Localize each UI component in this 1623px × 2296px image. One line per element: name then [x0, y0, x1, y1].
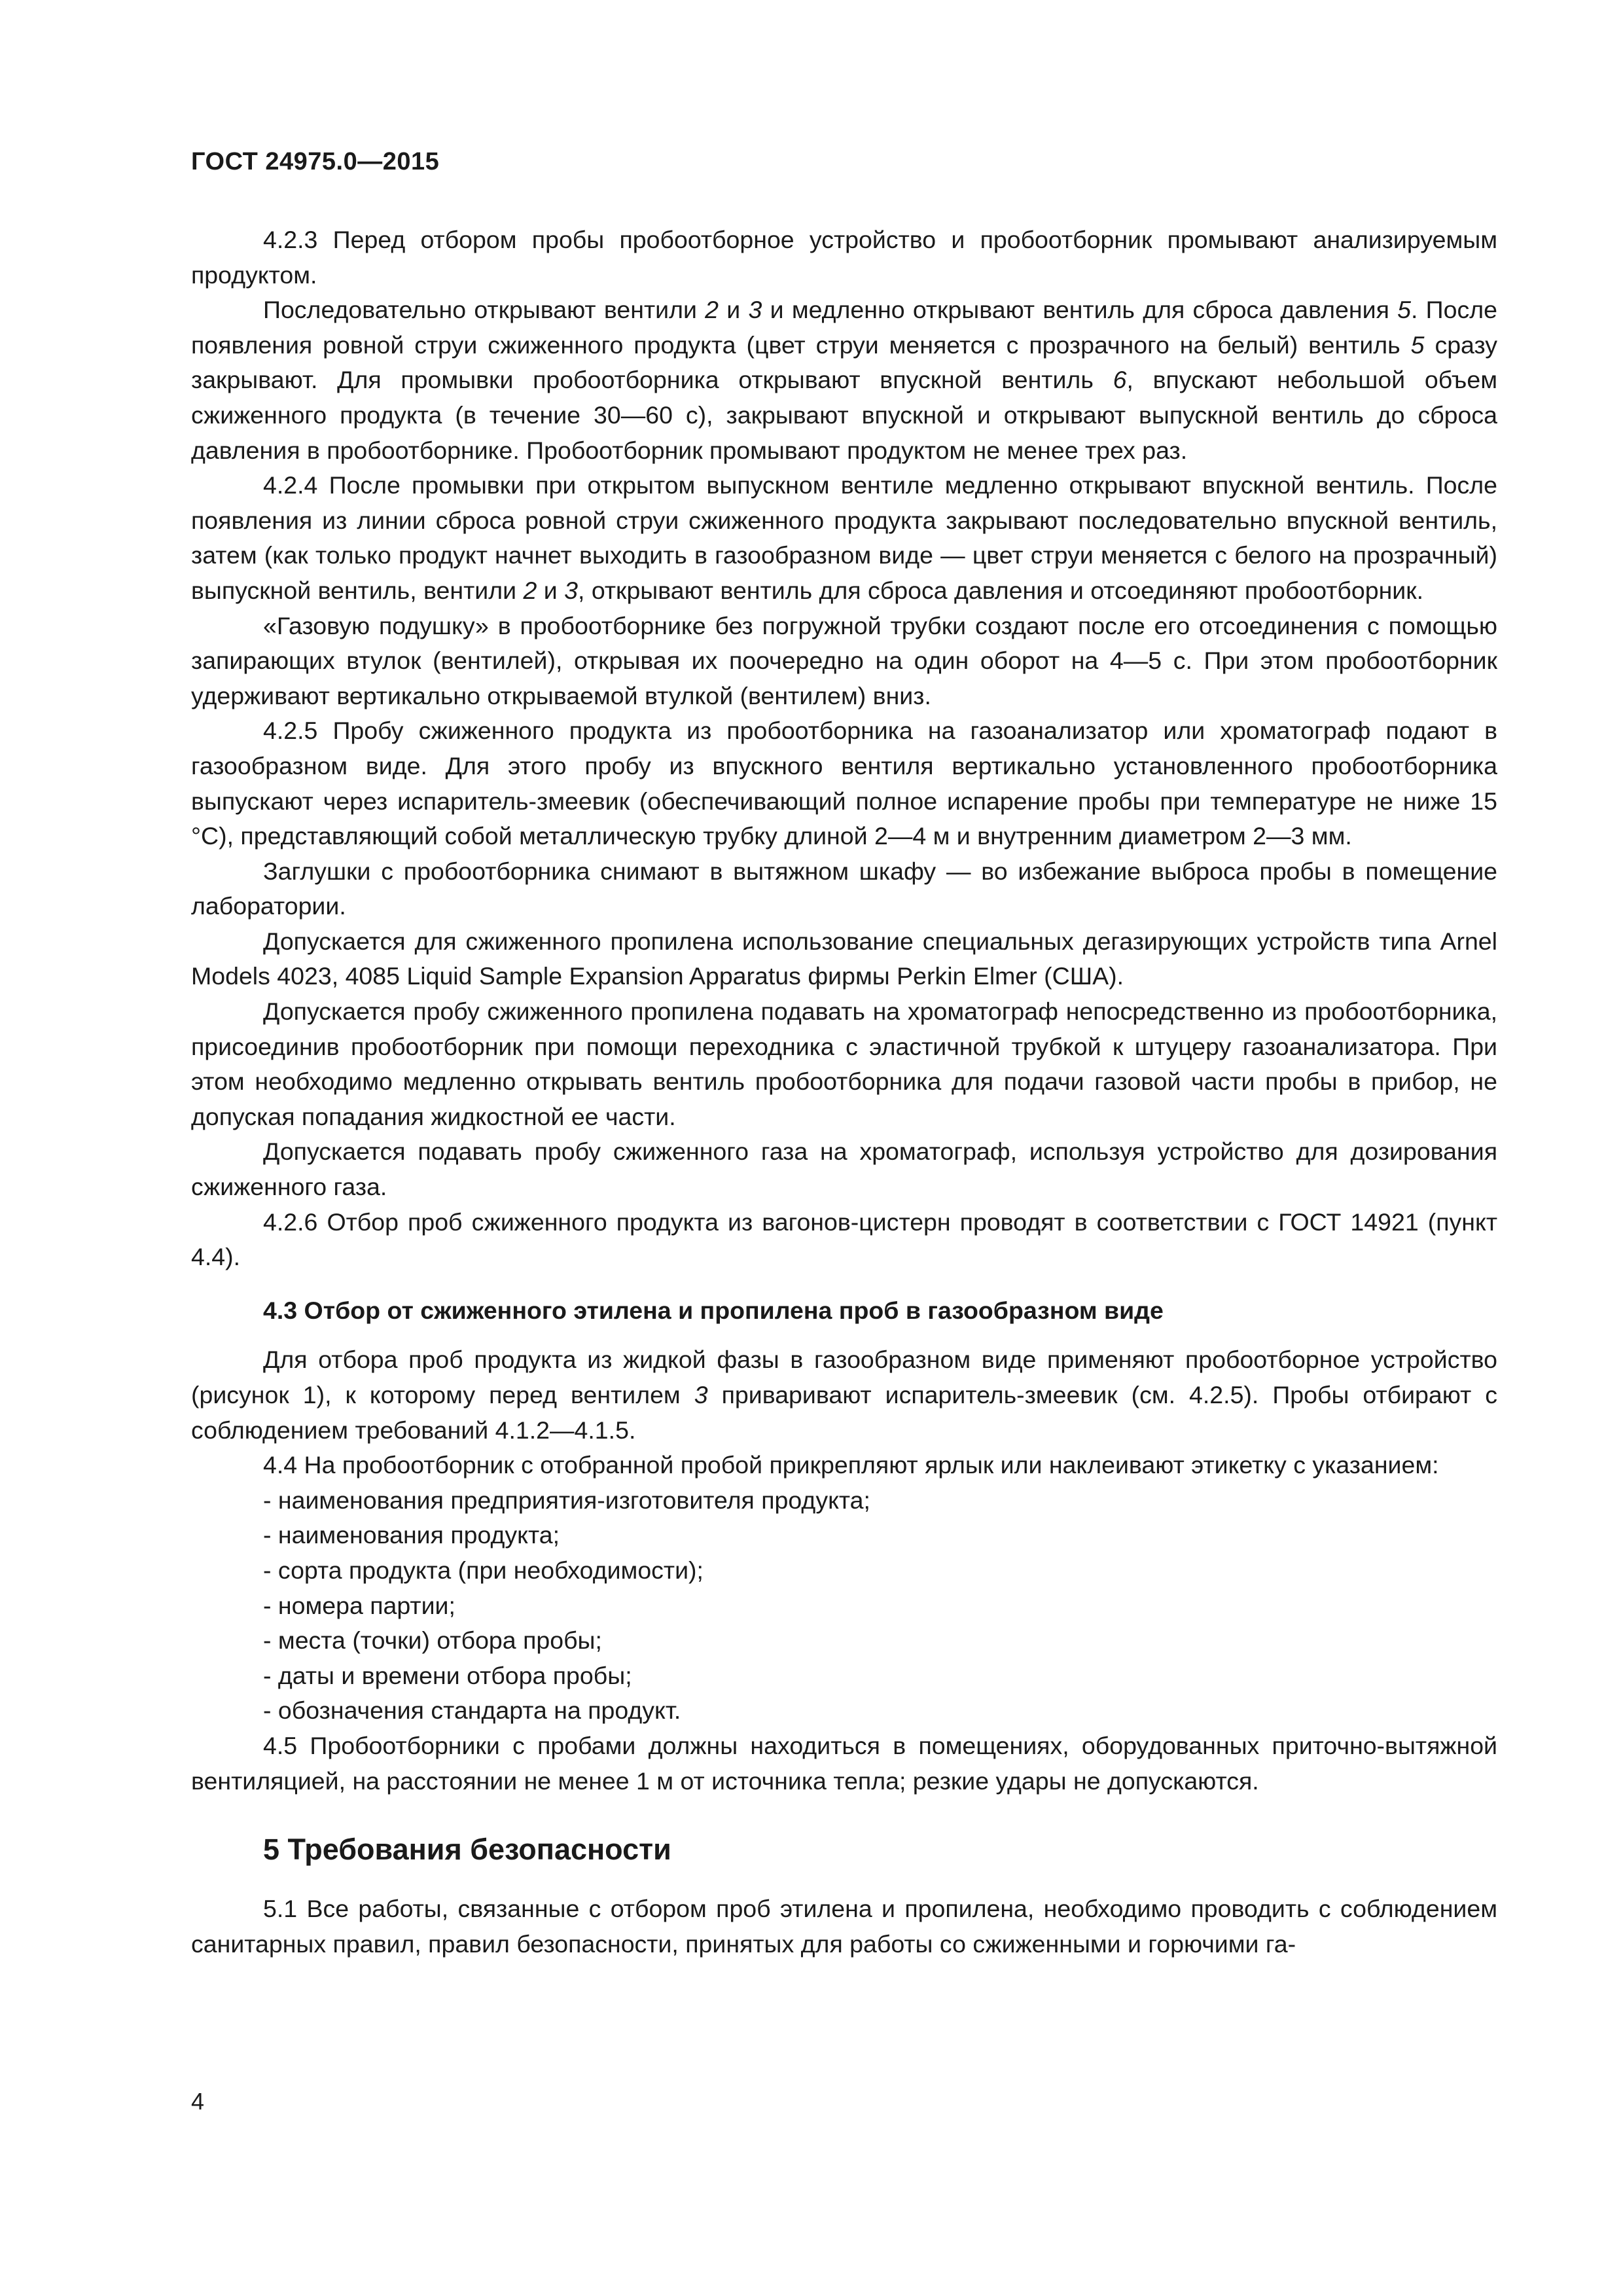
valve-ref: 2 — [523, 576, 537, 604]
subsection-heading-4-3: 4.3 Отбор от сжиженного этилена и пропилена проб в газообразном виде — [263, 1296, 1164, 1324]
paragraph-4-2-5: 4.2.5 Пробу сжиженного продукта из пробоотборника на газоанализатор или хроматограф подают в газообразном виде. Для этого пробу из впускного вентиля вертикально установленного пробоотборника выпускают через испаритель-змеевик (обеспечивающий полное испарение пробы при температуре не ниже 15 °С), представляющий собой металлическую трубку длиной 2—4 м и внутренним диаметром 2—3 мм. — [191, 717, 1497, 850]
paragraph-4-2-3: 4.2.3 Перед отбором пробы пробоотборное устройство и пробоотборник промывают анализируемым продуктом. — [191, 226, 1497, 289]
paragraph-4-2-4 — [191, 468, 1497, 608]
paragraph-plugs: Заглушки с пробоотборника снимают в вытяжном шкафу — во избежание выброса пробы в помещение лаборатории. — [191, 857, 1497, 920]
text-run: . После появления ровной струи сжиженного продукта (цвет струи меняется с прозрачного на белый) вентиль — [191, 296, 1497, 359]
valve-ref: 2 — [705, 296, 719, 324]
list-item: - наименования продукта; — [263, 1521, 560, 1549]
paragraph-4-4: 4.4 На пробоотборник с отобранной пробой прикрепляют ярлык или наклеивают этикетку с указанием: — [263, 1451, 1439, 1479]
text-run: Последовательно открывают вентили — [263, 296, 705, 324]
paragraph-4-2-6: 4.2.6 Отбор проб сжиженного продукта из вагонов-цистерн проводят в соответствии с ГОСТ 14921 (пункт 4.4). — [191, 1208, 1497, 1271]
paragraph-sequential-opening — [191, 293, 1497, 468]
text-run: сразу закрывают. Для промывки пробоотборника открывают впускной вентиль — [191, 331, 1498, 394]
text-run: приваривают испаритель-змеевик (см. 4.2.5). Пробы отбирают с соблюдением требований 4.1.2—4.1.5. — [191, 1381, 1498, 1444]
paragraph-gas-cushion: «Газовую подушку» в пробоотборнике без погружной трубки создают после его отсоединения с помощью запирающих втулок (вентилей), открывая их поочередно на один оборот на 4—5 с. При этом пробоотборник удерживают вертикально открываемой втулкой (вентилем) вниз. — [191, 611, 1497, 709]
valve-ref: 3 — [694, 1381, 708, 1408]
list-item: - сорта продукта (при необходимости); — [263, 1556, 704, 1584]
text-run: , открывают вентиль для сброса давления и отсоединяют пробоотборник. — [578, 576, 1424, 604]
text-run: и — [537, 576, 565, 604]
page-number: 4 — [191, 2088, 205, 2115]
document-code-header: ГОСТ 24975.0—2015 — [191, 148, 440, 175]
valve-ref: 5 — [1410, 331, 1425, 359]
valve-ref: 5 — [1397, 296, 1411, 324]
list-item: - обозначения стандарта на продукт. — [263, 1696, 681, 1725]
list-item: - наименования предприятия-изготовителя продукта; — [263, 1486, 870, 1514]
text-run: и медленно открывают вентиль для сброса давления — [762, 296, 1398, 324]
list-item: - даты и времени отбора пробы; — [263, 1661, 632, 1689]
valve-ref: 6 — [1113, 366, 1127, 394]
text-run: Для отбора проб продукта из жидкой фазы в газообразном виде применяют пробоотборное устройство (рисунок 1), к которому перед вентилем — [191, 1346, 1497, 1408]
paragraph-4-3 — [191, 1342, 1497, 1448]
list-item: - номера партии; — [263, 1591, 455, 1619]
section-heading-5: 5 Требования безопасности — [263, 1833, 671, 1867]
paragraph-allowed-direct: Допускается пробу сжиженного пропилена подавать на хроматограф непосредственно из пробоотборника, присоединив пробоотборник при помощи переходника с эластичной трубкой к штуцеру газоанализатора. При этом необходимо медленно открывать вентиль пробоотборника для подачи газовой части пробы в прибор, не допуская попадания жидкостной ее части. — [191, 997, 1497, 1130]
text-run: и — [719, 296, 749, 324]
page-body — [191, 223, 1497, 1962]
paragraph-5-1: 5.1 Все работы, связанные с отбором проб этилена и пропилена, необходимо проводить с соблюдением санитарных правил, правил безопасности, принятых для работы со сжиженными и горючими га- — [191, 1895, 1497, 1958]
text-run: 4.2.4 После промывки при открытом выпускном вентиле медленно открывают впускной вентиль. После появления из линии сброса ровной струи сжиженного продукта закрывают последовательно впускной вентиль, затем (как только продукт начнет выходить в газообразном виде — цвет струи меняется с белого на прозрачный) выпускной вентиль, вентили — [191, 471, 1497, 604]
valve-ref: 3 — [748, 296, 762, 324]
paragraph-allowed-degassing: Допускается для сжиженного пропилена использование специальных дегазирующих устройств типа Arnel Models 4023, 4085 Liquid Sample Expansion Apparatus фирмы Perkin Elmer (США). — [191, 927, 1497, 990]
paragraph-allowed-dosing: Допускается подавать пробу сжиженного газа на хроматограф, используя устройство для дозирования сжиженного газа. — [191, 1138, 1497, 1201]
valve-ref: 3 — [564, 576, 578, 604]
list-item: - места (точки) отбора пробы; — [263, 1626, 602, 1655]
text-run: , впускают небольшой объем сжиженного продукта (в течение 30—60 с), закрывают впускной и открывают выпускной вентиль до сброса давления в пробоотборнике. Пробоотборник промывают продуктом не менее трех раз. — [191, 366, 1497, 464]
paragraph-4-5: 4.5 Пробоотборники с пробами должны находиться в помещениях, оборудованных приточно-вытяжной вентиляцией, на расстоянии не менее 1 м от источника тепла; резкие удары не допускаются. — [191, 1731, 1497, 1795]
